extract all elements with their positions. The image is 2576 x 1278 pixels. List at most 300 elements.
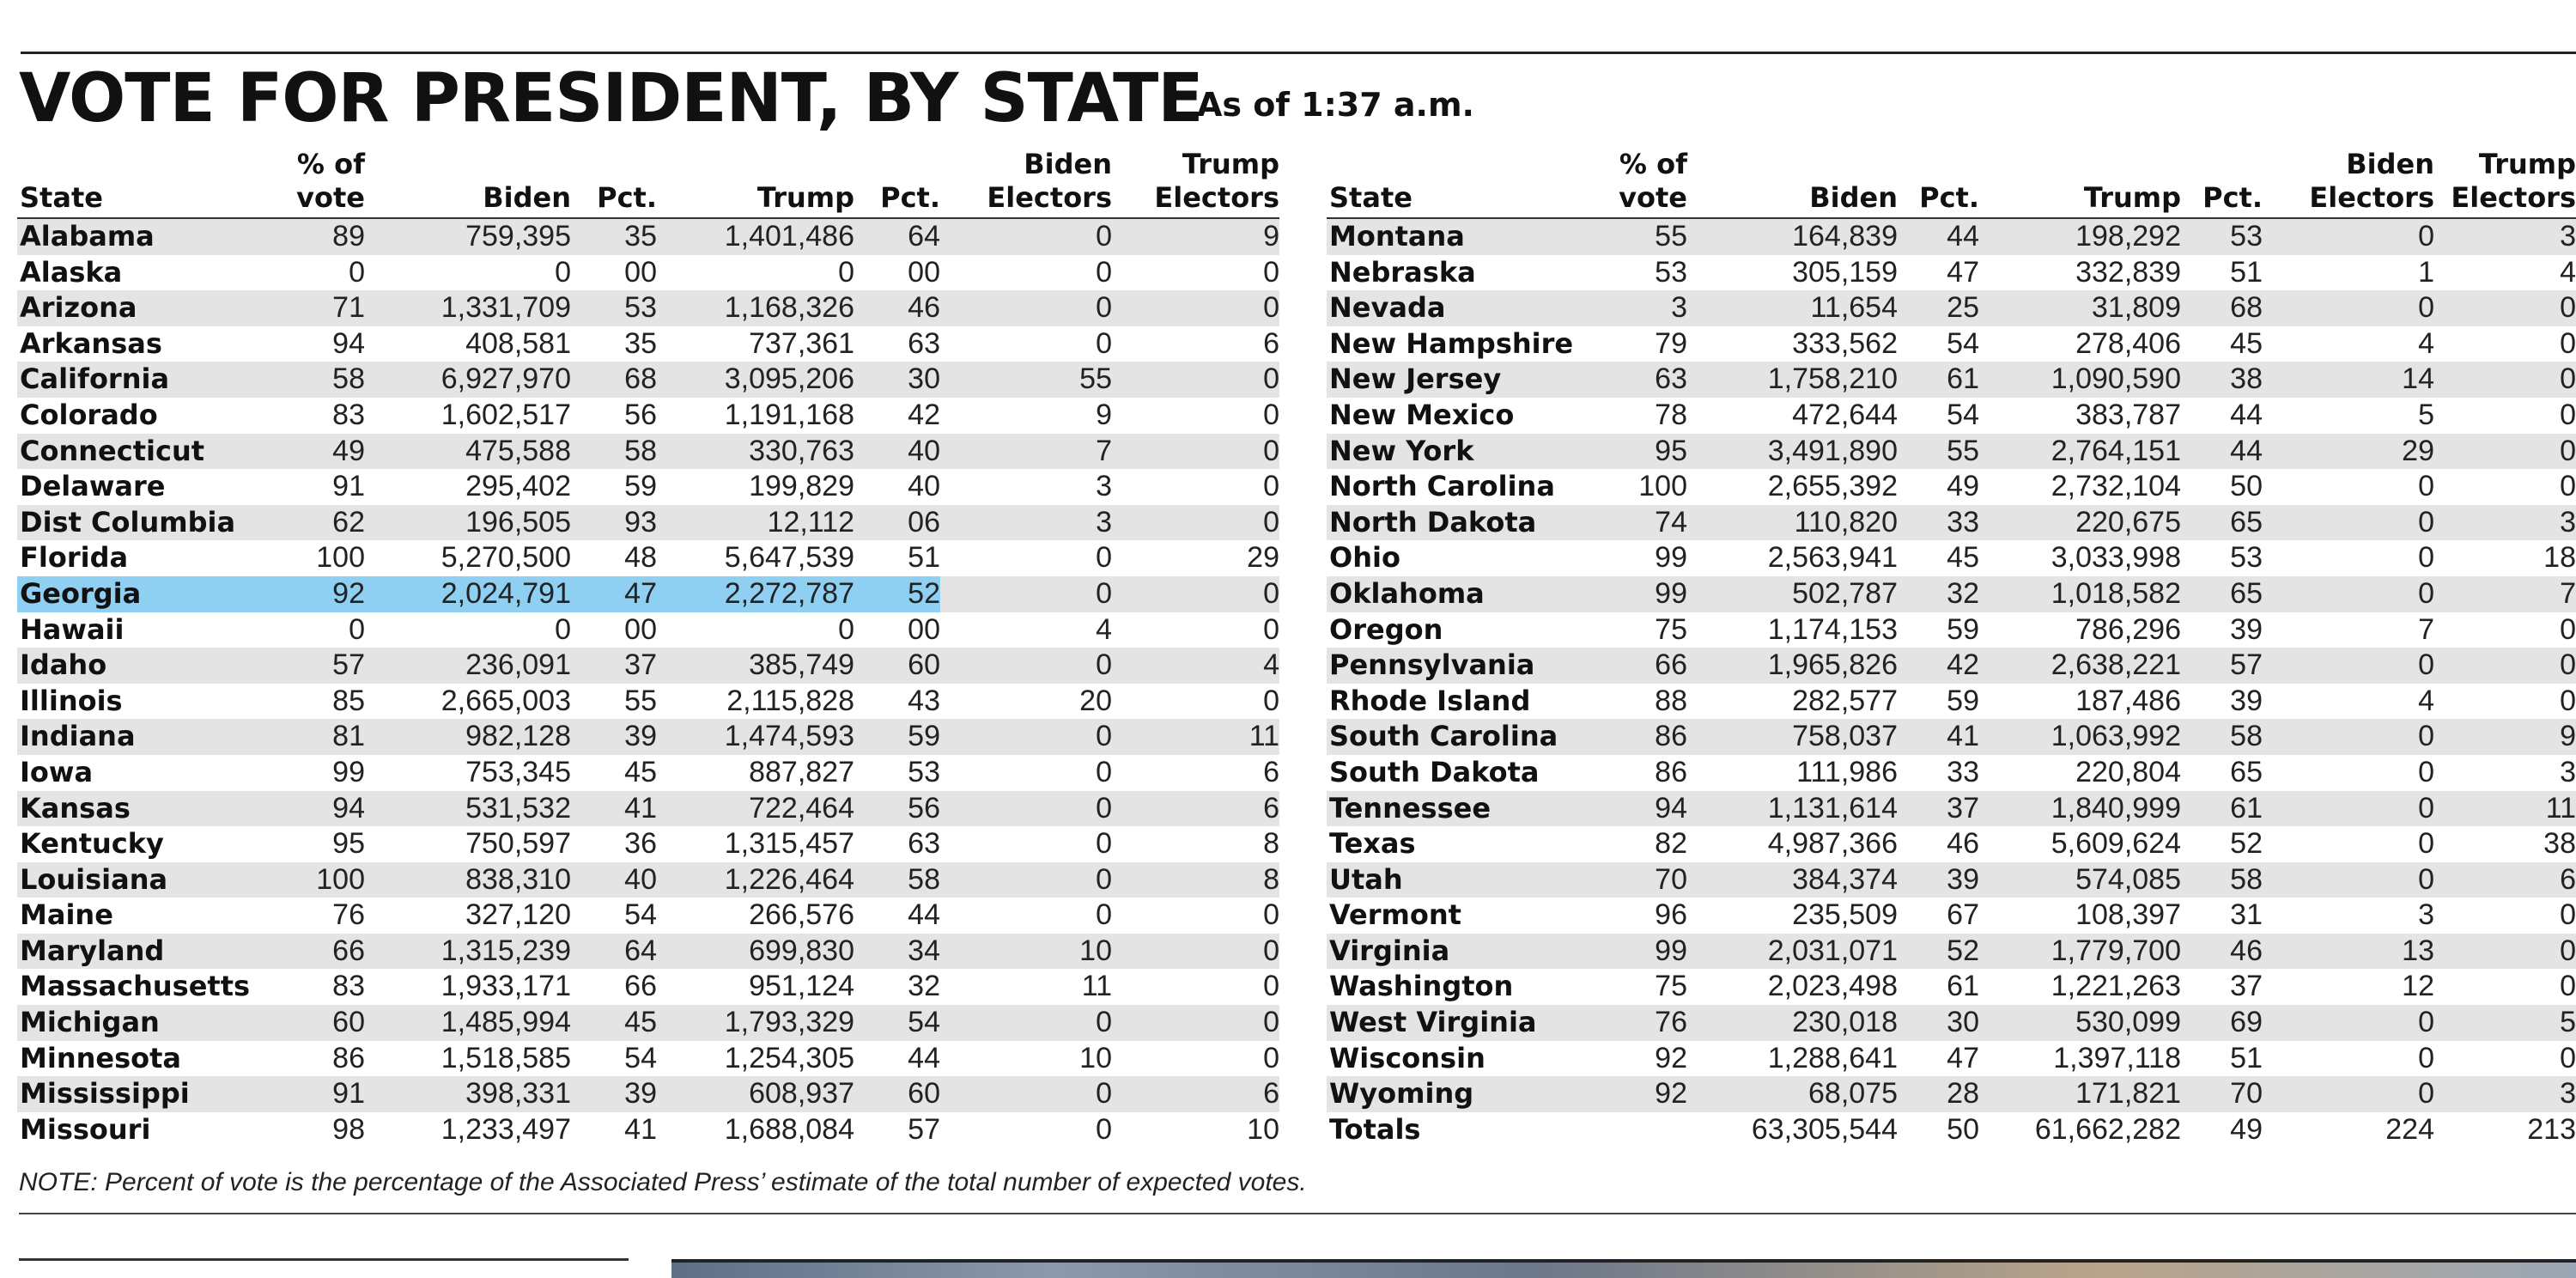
table-row: [17, 898, 1279, 934]
biden-votes-cell: 472,644: [1687, 398, 1898, 434]
col-header-biden-electors: Biden Electors: [2263, 148, 2434, 218]
pct-vote-cell: 94: [1593, 791, 1687, 827]
trump-pct-cell: 61: [2181, 791, 2263, 827]
state-cell: Georgia: [17, 576, 262, 612]
table-row: [1327, 1076, 2576, 1112]
state-cell: Tennessee: [1327, 791, 1593, 827]
biden-votes-cell: 196,505: [365, 505, 571, 541]
state-cell: Oregon: [1327, 612, 1593, 648]
trump-votes-cell: 332,839: [1979, 255, 2181, 291]
pct-vote-cell: 86: [262, 1041, 365, 1077]
state-cell: North Dakota: [1327, 505, 1593, 541]
table-row: [1327, 969, 2576, 1005]
trump-electors-cell: 0: [2434, 684, 2576, 720]
table-row: [17, 218, 1279, 255]
pct-vote-cell: 86: [1593, 719, 1687, 755]
biden-pct-cell: 39: [571, 1076, 657, 1112]
table-row: [1327, 505, 2576, 541]
biden-pct-cell: 37: [571, 648, 657, 684]
biden-votes-cell: 2,024,791: [365, 576, 571, 612]
pct-vote-cell: 100: [1593, 469, 1687, 505]
biden-pct-cell: 25: [1898, 290, 1979, 326]
col-header-state: State: [1327, 148, 1593, 218]
trump-votes-cell: 786,296: [1979, 612, 2181, 648]
state-cell: Missouri: [17, 1112, 262, 1148]
trump-electors-cell: 0: [1112, 469, 1279, 505]
state-cell: Ohio: [1327, 540, 1593, 576]
biden-pct-cell: 32: [1898, 576, 1979, 612]
col-header-pct-vote: % of vote: [262, 148, 365, 218]
trump-pct-cell: 39: [2181, 684, 2263, 720]
biden-electors-cell: 0: [940, 1112, 1112, 1148]
pct-vote-cell: 94: [262, 326, 365, 362]
biden-electors-cell: 29: [2263, 434, 2434, 470]
pct-vote-cell: 100: [262, 540, 365, 576]
trump-votes-cell: 3,095,206: [657, 362, 854, 398]
trump-pct-cell: 53: [2181, 540, 2263, 576]
trump-votes-cell: 5,609,624: [1979, 826, 2181, 862]
trump-electors-cell: 0: [1112, 505, 1279, 541]
pct-vote-cell: 76: [262, 898, 365, 934]
trump-pct-cell: 42: [854, 398, 940, 434]
trump-votes-cell: 31,809: [1979, 290, 2181, 326]
trump-pct-cell: 40: [854, 469, 940, 505]
biden-electors-cell: 0: [940, 540, 1112, 576]
pct-vote-cell: 88: [1593, 684, 1687, 720]
biden-electors-cell: 9: [940, 398, 1112, 434]
table-row: [1327, 719, 2576, 755]
biden-electors-cell: 0: [940, 791, 1112, 827]
biden-votes-cell: 502,787: [1687, 576, 1898, 612]
table-row: [1327, 326, 2576, 362]
table-row: [17, 255, 1279, 291]
trump-electors-cell: 9: [1112, 218, 1279, 255]
biden-pct-cell: 28: [1898, 1076, 1979, 1112]
state-cell: New Hampshire: [1327, 326, 1593, 362]
header-row: [1327, 148, 2576, 218]
table-row: [1327, 826, 2576, 862]
biden-pct-cell: 44: [1898, 218, 1979, 255]
headline: VOTE FOR PRESIDENT, BY STATE: [19, 60, 1203, 137]
pct-vote-cell: 74: [1593, 505, 1687, 541]
trump-pct-cell: 44: [2181, 398, 2263, 434]
trump-electors-cell: 4: [1112, 648, 1279, 684]
biden-votes-cell: 982,128: [365, 719, 571, 755]
col-header-pct-vote: % of vote: [1593, 148, 1687, 218]
table-row: [17, 791, 1279, 827]
trump-pct-cell: 00: [854, 255, 940, 291]
biden-electors-cell: 0: [2263, 862, 2434, 898]
state-cell: Maryland: [17, 934, 262, 970]
biden-pct-cell: 47: [1898, 1041, 1979, 1077]
biden-electors-cell: 11: [940, 969, 1112, 1005]
col-header-biden-pct: Pct.: [571, 148, 657, 218]
trump-electors-cell: 0: [1112, 255, 1279, 291]
trump-votes-cell: 220,675: [1979, 505, 2181, 541]
table-row: [1327, 255, 2576, 291]
table-row: [1327, 1041, 2576, 1077]
trump-electors-cell: 0: [2434, 898, 2576, 934]
trump-electors-cell: 0: [2434, 326, 2576, 362]
pct-vote-cell: 55: [1593, 218, 1687, 255]
biden-votes-cell: 11,654: [1687, 290, 1898, 326]
biden-electors-cell: 0: [940, 755, 1112, 791]
pct-vote-cell: 92: [1593, 1076, 1687, 1112]
biden-electors-cell: 0: [2263, 290, 2434, 326]
col-header-biden-electors: Biden Electors: [940, 148, 1112, 218]
trump-pct-cell: 46: [2181, 934, 2263, 970]
trump-pct-cell: 49: [2181, 1112, 2263, 1148]
biden-electors-cell: 4: [2263, 684, 2434, 720]
pct-vote-cell: 75: [1593, 969, 1687, 1005]
trump-votes-cell: 220,804: [1979, 755, 2181, 791]
biden-pct-cell: 45: [1898, 540, 1979, 576]
trump-pct-cell: 46: [854, 290, 940, 326]
pct-vote-cell: 79: [1593, 326, 1687, 362]
biden-pct-cell: 53: [571, 290, 657, 326]
header-row: [17, 148, 1279, 218]
state-cell: Montana: [1327, 218, 1593, 255]
biden-pct-cell: 52: [1898, 934, 1979, 970]
trump-pct-cell: 51: [854, 540, 940, 576]
trump-pct-cell: 53: [854, 755, 940, 791]
biden-electors-cell: 12: [2263, 969, 2434, 1005]
trump-pct-cell: 65: [2181, 755, 2263, 791]
trump-pct-cell: 63: [854, 326, 940, 362]
biden-votes-cell: 2,655,392: [1687, 469, 1898, 505]
pct-vote-cell: 0: [262, 255, 365, 291]
biden-electors-cell: 0: [2263, 540, 2434, 576]
state-cell: Totals: [1327, 1112, 1593, 1148]
biden-votes-cell: 1,315,239: [365, 934, 571, 970]
biden-votes-cell: 1,174,153: [1687, 612, 1898, 648]
biden-electors-cell: 0: [2263, 576, 2434, 612]
biden-pct-cell: 00: [571, 612, 657, 648]
pct-vote-cell: 98: [262, 1112, 365, 1148]
trump-electors-cell: 0: [2434, 1041, 2576, 1077]
pct-vote-cell: 60: [262, 1005, 365, 1041]
biden-pct-cell: 54: [571, 898, 657, 934]
table-row: [17, 612, 1279, 648]
biden-electors-cell: 7: [2263, 612, 2434, 648]
table-row: [1327, 898, 2576, 934]
biden-pct-cell: 33: [1898, 505, 1979, 541]
trump-electors-cell: 0: [2434, 290, 2576, 326]
biden-votes-cell: 838,310: [365, 862, 571, 898]
table-row: [1327, 862, 2576, 898]
trump-electors-cell: 3: [2434, 755, 2576, 791]
biden-votes-cell: 5,270,500: [365, 540, 571, 576]
state-cell: Idaho: [17, 648, 262, 684]
trump-pct-cell: 32: [854, 969, 940, 1005]
trump-votes-cell: 187,486: [1979, 684, 2181, 720]
trump-electors-cell: 0: [2434, 612, 2576, 648]
biden-electors-cell: 224: [2263, 1112, 2434, 1148]
table-row: [1327, 290, 2576, 326]
trump-pct-cell: 45: [2181, 326, 2263, 362]
trump-electors-cell: 0: [1112, 362, 1279, 398]
biden-votes-cell: 327,120: [365, 898, 571, 934]
state-cell: Vermont: [1327, 898, 1593, 934]
table-row: [17, 505, 1279, 541]
biden-pct-cell: 55: [571, 684, 657, 720]
trump-pct-cell: 70: [2181, 1076, 2263, 1112]
pct-vote-cell: [1593, 1112, 1687, 1148]
state-cell: Michigan: [17, 1005, 262, 1041]
table-row: [1327, 612, 2576, 648]
biden-votes-cell: 295,402: [365, 469, 571, 505]
bottom-rule: [19, 1213, 2576, 1214]
trump-electors-cell: 8: [1112, 826, 1279, 862]
table-row: [1327, 398, 2576, 434]
pct-vote-cell: 89: [262, 218, 365, 255]
pct-vote-cell: 0: [262, 612, 365, 648]
biden-pct-cell: 35: [571, 218, 657, 255]
trump-electors-cell: 10: [1112, 1112, 1279, 1148]
as-of-timestamp: As of 1:37 a.m.: [1197, 86, 1474, 124]
biden-votes-cell: 4,987,366: [1687, 826, 1898, 862]
trump-electors-cell: 0: [1112, 969, 1279, 1005]
trump-votes-cell: 951,124: [657, 969, 854, 1005]
biden-electors-cell: 0: [940, 255, 1112, 291]
state-cell: Wisconsin: [1327, 1041, 1593, 1077]
top-rule: [21, 52, 2576, 54]
trump-votes-cell: 3,033,998: [1979, 540, 2181, 576]
biden-electors-cell: 0: [940, 648, 1112, 684]
biden-votes-cell: 384,374: [1687, 862, 1898, 898]
col-header-trump: Trump: [657, 148, 854, 218]
trump-votes-cell: 1,018,582: [1979, 576, 2181, 612]
trump-votes-cell: 1,315,457: [657, 826, 854, 862]
pct-vote-cell: 57: [262, 648, 365, 684]
biden-pct-cell: 45: [571, 1005, 657, 1041]
state-cell: Connecticut: [17, 434, 262, 470]
biden-pct-cell: 35: [571, 326, 657, 362]
trump-votes-cell: 1,779,700: [1979, 934, 2181, 970]
biden-electors-cell: 5: [2263, 398, 2434, 434]
trump-votes-cell: 199,829: [657, 469, 854, 505]
state-cell: North Carolina: [1327, 469, 1593, 505]
biden-votes-cell: 282,577: [1687, 684, 1898, 720]
biden-votes-cell: 236,091: [365, 648, 571, 684]
biden-electors-cell: 0: [940, 898, 1112, 934]
pct-vote-cell: 49: [262, 434, 365, 470]
trump-pct-cell: 40: [854, 434, 940, 470]
trump-votes-cell: 2,272,787: [657, 576, 854, 612]
pct-vote-cell: 100: [262, 862, 365, 898]
pct-vote-cell: 91: [262, 469, 365, 505]
trump-electors-cell: 0: [1112, 934, 1279, 970]
table-row: [17, 290, 1279, 326]
biden-pct-cell: 61: [1898, 362, 1979, 398]
biden-electors-cell: 0: [940, 326, 1112, 362]
biden-pct-cell: 54: [571, 1041, 657, 1077]
table-row: [17, 576, 1279, 612]
pct-vote-cell: 63: [1593, 362, 1687, 398]
table-row: [17, 1076, 1279, 1112]
footnote: NOTE: Percent of vote is the percentage of the Associated Press’ estimate of the total number of expected votes.: [19, 1168, 1307, 1196]
biden-electors-cell: 0: [2263, 826, 2434, 862]
col-header-biden: Biden: [365, 148, 571, 218]
state-cell: West Virginia: [1327, 1005, 1593, 1041]
trump-votes-cell: 5,647,539: [657, 540, 854, 576]
state-cell: Kentucky: [17, 826, 262, 862]
biden-pct-cell: 58: [571, 434, 657, 470]
trump-pct-cell: 65: [2181, 505, 2263, 541]
state-cell: Arizona: [17, 290, 262, 326]
section-rule: [19, 1258, 629, 1261]
biden-pct-cell: 41: [571, 1112, 657, 1148]
table-row: [17, 540, 1279, 576]
table-row: [1327, 540, 2576, 576]
trump-pct-cell: 53: [2181, 218, 2263, 255]
trump-electors-cell: 0: [1112, 612, 1279, 648]
table-row: [1327, 469, 2576, 505]
state-cell: Nebraska: [1327, 255, 1593, 291]
trump-pct-cell: 06: [854, 505, 940, 541]
trump-votes-cell: 699,830: [657, 934, 854, 970]
trump-electors-cell: 7: [2434, 576, 2576, 612]
pct-vote-cell: 99: [1593, 576, 1687, 612]
trump-pct-cell: 58: [2181, 719, 2263, 755]
biden-votes-cell: 110,820: [1687, 505, 1898, 541]
state-cell: Pennsylvania: [1327, 648, 1593, 684]
table-row: [17, 862, 1279, 898]
trump-pct-cell: 58: [2181, 862, 2263, 898]
trump-pct-cell: 52: [2181, 826, 2263, 862]
state-cell: Maine: [17, 898, 262, 934]
state-cell: Virginia: [1327, 934, 1593, 970]
trump-pct-cell: 38: [2181, 362, 2263, 398]
table-row: [1327, 434, 2576, 470]
trump-pct-cell: 37: [2181, 969, 2263, 1005]
biden-votes-cell: 1,288,641: [1687, 1041, 1898, 1077]
pct-vote-cell: 62: [262, 505, 365, 541]
pct-vote-cell: 82: [1593, 826, 1687, 862]
trump-electors-cell: 0: [1112, 290, 1279, 326]
biden-pct-cell: 39: [571, 719, 657, 755]
trump-votes-cell: 1,397,118: [1979, 1041, 2181, 1077]
table-row: [17, 826, 1279, 862]
trump-votes-cell: 1,401,486: [657, 218, 854, 255]
col-header-biden-pct: Pct.: [1898, 148, 1979, 218]
table-row: [1327, 755, 2576, 791]
biden-votes-cell: 235,509: [1687, 898, 1898, 934]
biden-pct-cell: 47: [1898, 255, 1979, 291]
trump-votes-cell: 1,793,329: [657, 1005, 854, 1041]
trump-pct-cell: 63: [854, 826, 940, 862]
state-cell: Massachusetts: [17, 969, 262, 1005]
table-row: [17, 648, 1279, 684]
biden-electors-cell: 0: [940, 290, 1112, 326]
table-row: [17, 1041, 1279, 1077]
pct-vote-cell: 95: [1593, 434, 1687, 470]
pct-vote-cell: 81: [262, 719, 365, 755]
table-row: [1327, 576, 2576, 612]
trump-votes-cell: 1,840,999: [1979, 791, 2181, 827]
biden-pct-cell: 68: [571, 362, 657, 398]
trump-votes-cell: 1,474,593: [657, 719, 854, 755]
trump-pct-cell: 64: [854, 218, 940, 255]
biden-pct-cell: 00: [571, 255, 657, 291]
trump-pct-cell: 30: [854, 362, 940, 398]
biden-electors-cell: 3: [940, 469, 1112, 505]
state-cell: New York: [1327, 434, 1593, 470]
biden-pct-cell: 54: [1898, 398, 1979, 434]
trump-votes-cell: 0: [657, 612, 854, 648]
table-row: [1327, 934, 2576, 970]
biden-electors-cell: 0: [940, 1005, 1112, 1041]
biden-electors-cell: 4: [940, 612, 1112, 648]
trump-votes-cell: 1,688,084: [657, 1112, 854, 1148]
table-row: [1327, 362, 2576, 398]
pct-vote-cell: 99: [262, 755, 365, 791]
trump-pct-cell: 31: [2181, 898, 2263, 934]
trump-votes-cell: 1,063,992: [1979, 719, 2181, 755]
biden-pct-cell: 42: [1898, 648, 1979, 684]
table-row: [17, 362, 1279, 398]
trump-electors-cell: 4: [2434, 255, 2576, 291]
trump-pct-cell: 54: [854, 1005, 940, 1041]
trump-electors-cell: 3: [2434, 218, 2576, 255]
totals-row: [1327, 1112, 2576, 1148]
trump-electors-cell: 5: [2434, 1005, 2576, 1041]
state-cell: California: [17, 362, 262, 398]
results-table-right: [1327, 148, 2576, 1147]
table-row: [1327, 648, 2576, 684]
table-row: [17, 969, 1279, 1005]
trump-electors-cell: 6: [1112, 791, 1279, 827]
trump-electors-cell: 0: [1112, 434, 1279, 470]
biden-electors-cell: 0: [2263, 1076, 2434, 1112]
biden-votes-cell: 758,037: [1687, 719, 1898, 755]
trump-votes-cell: 0: [657, 255, 854, 291]
biden-electors-cell: 0: [2263, 755, 2434, 791]
results-table-left: [17, 148, 1279, 1147]
pct-vote-cell: 92: [1593, 1041, 1687, 1077]
biden-votes-cell: 398,331: [365, 1076, 571, 1112]
state-cell: Iowa: [17, 755, 262, 791]
trump-electors-cell: 6: [1112, 326, 1279, 362]
biden-votes-cell: 230,018: [1687, 1005, 1898, 1041]
trump-electors-cell: 11: [2434, 791, 2576, 827]
biden-electors-cell: 0: [2263, 648, 2434, 684]
col-header-biden: Biden: [1687, 148, 1898, 218]
biden-electors-cell: 0: [940, 826, 1112, 862]
biden-pct-cell: 40: [571, 862, 657, 898]
biden-votes-cell: 63,305,544: [1687, 1112, 1898, 1148]
pct-vote-cell: 86: [1593, 755, 1687, 791]
trump-pct-cell: 57: [2181, 648, 2263, 684]
state-cell: Alabama: [17, 218, 262, 255]
trump-pct-cell: 57: [854, 1112, 940, 1148]
biden-electors-cell: 0: [2263, 719, 2434, 755]
biden-votes-cell: 1,131,614: [1687, 791, 1898, 827]
biden-votes-cell: 759,395: [365, 218, 571, 255]
state-cell: Nevada: [1327, 290, 1593, 326]
trump-pct-cell: 65: [2181, 576, 2263, 612]
table-row: [17, 934, 1279, 970]
biden-pct-cell: 64: [571, 934, 657, 970]
state-cell: Indiana: [17, 719, 262, 755]
trump-pct-cell: 39: [2181, 612, 2263, 648]
state-cell: Washington: [1327, 969, 1593, 1005]
trump-pct-cell: 50: [2181, 469, 2263, 505]
pct-vote-cell: 66: [262, 934, 365, 970]
state-cell: New Jersey: [1327, 362, 1593, 398]
biden-electors-cell: 0: [940, 218, 1112, 255]
trump-electors-cell: 6: [1112, 755, 1279, 791]
